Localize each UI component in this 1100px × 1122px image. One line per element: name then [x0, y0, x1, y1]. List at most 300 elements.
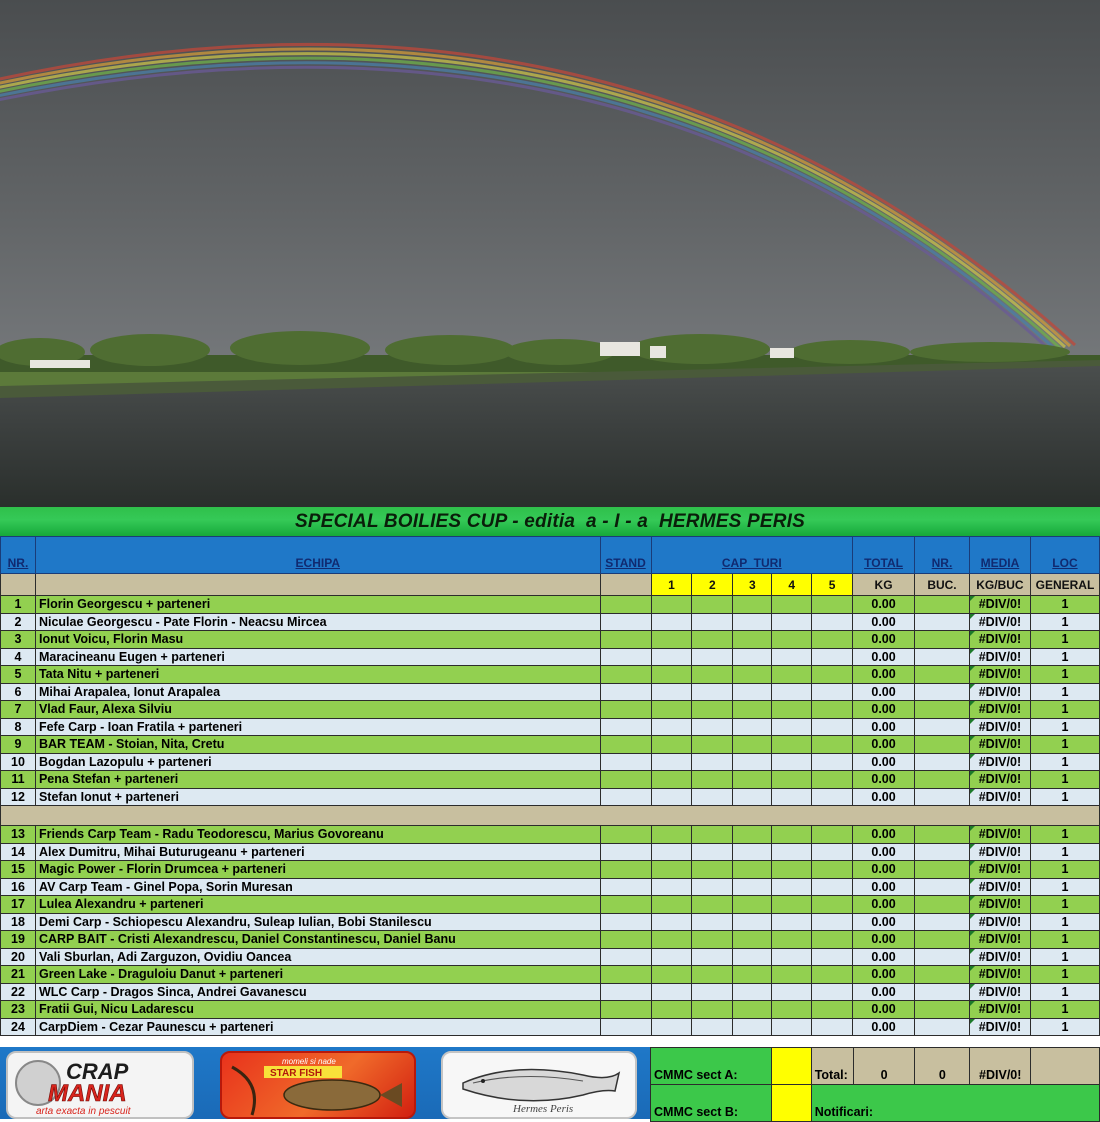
cell-round-3[interactable] [733, 736, 772, 754]
cell-round-5[interactable] [812, 596, 853, 614]
cell-nr-buc[interactable] [915, 1018, 970, 1036]
cell-round-5[interactable] [812, 718, 853, 736]
cell-echipa: Maracineanu Eugen + parteneri [35, 648, 600, 666]
cell-nr: 23 [1, 1001, 36, 1019]
cell-loc: 1 [1030, 701, 1099, 719]
cell-echipa: CarpDiem - Cezar Paunescu + parteneri [35, 1018, 600, 1036]
cell-stand[interactable] [600, 683, 651, 701]
cell-round-5[interactable] [812, 1001, 853, 1019]
cell-round-4[interactable] [772, 948, 812, 966]
table-row[interactable] [1, 913, 1100, 931]
cell-nr-buc[interactable] [915, 683, 970, 701]
col-header-capturi[interactable]: CAP TURI [651, 537, 853, 574]
table-row[interactable] [1, 948, 1100, 966]
cell-nr-buc[interactable] [915, 701, 970, 719]
cell-round-2[interactable] [692, 1018, 733, 1036]
totals-table [650, 1047, 1100, 1122]
cell-stand[interactable] [600, 1018, 651, 1036]
cell-round-3[interactable] [733, 596, 772, 614]
table-row[interactable] [1, 648, 1100, 666]
cell-round-3[interactable] [733, 983, 772, 1001]
cell-round-5[interactable] [812, 843, 853, 861]
cell-round-1[interactable] [651, 736, 692, 754]
cell-loc: 1 [1030, 878, 1099, 896]
cell-round-4[interactable] [772, 843, 812, 861]
cell-total-kg: 0.00 [853, 896, 915, 914]
hermes-peris-logo[interactable] [441, 1051, 637, 1119]
cell-nr-buc[interactable] [915, 753, 970, 771]
cell-media: #DIV/0! [969, 966, 1030, 984]
cell-nr-buc[interactable] [915, 861, 970, 879]
cell-round-1[interactable] [651, 878, 692, 896]
cell-stand[interactable] [600, 736, 651, 754]
cell-total-kg: 0.00 [853, 843, 915, 861]
cell-media: #DIV/0! [969, 861, 1030, 879]
header-photo-banner [0, 0, 1100, 507]
total-kg: 0 [853, 1048, 915, 1085]
cell-round-2[interactable] [692, 931, 733, 949]
cell-nr-buc[interactable] [915, 826, 970, 844]
sponsor-logos [0, 1047, 650, 1119]
cell-nr-buc[interactable] [915, 931, 970, 949]
table-row[interactable] [1, 843, 1100, 861]
cell-round-2[interactable] [692, 753, 733, 771]
star-fish-logo-art [222, 1053, 414, 1117]
cell-stand[interactable] [600, 1001, 651, 1019]
cell-round-3[interactable] [733, 948, 772, 966]
cell-media: #DIV/0! [969, 613, 1030, 631]
cell-round-3[interactable] [733, 771, 772, 789]
cell-round-2[interactable] [692, 596, 733, 614]
cell-round-5[interactable] [812, 648, 853, 666]
cell-round-4[interactable] [772, 896, 812, 914]
cell-round-5[interactable] [812, 1018, 853, 1036]
cell-round-3[interactable] [733, 753, 772, 771]
cell-round-1[interactable] [651, 913, 692, 931]
cell-round-1[interactable] [651, 983, 692, 1001]
cell-round-5[interactable] [812, 913, 853, 931]
cell-nr: 19 [1, 931, 36, 949]
cell-nr: 18 [1, 913, 36, 931]
cell-round-1[interactable] [651, 826, 692, 844]
cell-round-1[interactable] [651, 861, 692, 879]
cell-nr-buc[interactable] [915, 631, 970, 649]
cell-echipa: Pena Stefan + parteneri [35, 771, 600, 789]
table-row[interactable] [1, 861, 1100, 879]
cell-nr-buc[interactable] [915, 948, 970, 966]
table-row[interactable] [1, 931, 1100, 949]
cell-stand[interactable] [600, 983, 651, 1001]
cell-round-5[interactable] [812, 683, 853, 701]
cell-total-kg: 0.00 [853, 931, 915, 949]
cell-round-5[interactable] [812, 631, 853, 649]
cell-total-kg: 0.00 [853, 701, 915, 719]
cell-round-3[interactable] [733, 666, 772, 684]
total-buc: 0 [915, 1048, 970, 1085]
kg-header: KG [853, 574, 915, 596]
cell-round-2[interactable] [692, 736, 733, 754]
cell-round-4[interactable] [772, 631, 812, 649]
cell-loc: 1 [1030, 736, 1099, 754]
cell-round-5[interactable] [812, 613, 853, 631]
cell-media: #DIV/0! [969, 1018, 1030, 1036]
cell-total-kg: 0.00 [853, 736, 915, 754]
cell-round-4[interactable] [772, 753, 812, 771]
cell-round-3[interactable] [733, 718, 772, 736]
col-header-loc[interactable]: LOC [1030, 537, 1099, 574]
cell-round-2[interactable] [692, 843, 733, 861]
cell-stand[interactable] [600, 896, 651, 914]
cell-nr-buc[interactable] [915, 613, 970, 631]
table-row[interactable] [1, 666, 1100, 684]
cell-round-1[interactable] [651, 701, 692, 719]
cell-round-3[interactable] [733, 878, 772, 896]
notificari-label: Notificari: [811, 1085, 1099, 1122]
cell-loc: 1 [1030, 771, 1099, 789]
col-header-total[interactable]: TOTAL [853, 537, 915, 574]
cell-round-5[interactable] [812, 826, 853, 844]
cell-echipa: AV Carp Team - Ginel Popa, Sorin Muresan [35, 878, 600, 896]
svg-text:CRAP: CRAP [66, 1059, 129, 1084]
cell-stand[interactable] [600, 843, 651, 861]
cell-round-1[interactable] [651, 683, 692, 701]
cell-round-2[interactable] [692, 966, 733, 984]
cell-round-3[interactable] [733, 896, 772, 914]
cell-round-2[interactable] [692, 826, 733, 844]
cell-nr: 13 [1, 826, 36, 844]
cell-nr-buc[interactable] [915, 983, 970, 1001]
cell-round-1[interactable] [651, 631, 692, 649]
table-row[interactable] [1, 631, 1100, 649]
cell-round-2[interactable] [692, 648, 733, 666]
cell-stand[interactable] [600, 596, 651, 614]
round-1-header: 1 [651, 574, 692, 596]
table-row[interactable] [1, 701, 1100, 719]
cell-round-1[interactable] [651, 718, 692, 736]
table-row[interactable] [1, 718, 1100, 736]
cell-round-1[interactable] [651, 948, 692, 966]
general-header: GENERAL [1030, 574, 1099, 596]
cell-round-1[interactable] [651, 1018, 692, 1036]
cell-nr: 4 [1, 648, 36, 666]
subheader-row [1, 574, 1100, 596]
cell-nr-buc[interactable] [915, 666, 970, 684]
cell-stand[interactable] [600, 701, 651, 719]
subheader-empty [1, 574, 36, 596]
cell-round-1[interactable] [651, 666, 692, 684]
cell-stand[interactable] [600, 931, 651, 949]
cell-round-5[interactable] [812, 771, 853, 789]
cell-total-kg: 0.00 [853, 983, 915, 1001]
cell-echipa: Alex Dumitru, Mihai Buturugeanu + parteneri [35, 843, 600, 861]
table-row[interactable] [1, 613, 1100, 631]
table-row[interactable] [1, 896, 1100, 914]
cell-round-3[interactable] [733, 613, 772, 631]
table-row[interactable] [1, 596, 1100, 614]
cell-round-4[interactable] [772, 913, 812, 931]
cell-round-2[interactable] [692, 896, 733, 914]
cell-stand[interactable] [600, 666, 651, 684]
cell-echipa: Vali Sburlan, Adi Zarguzon, Ovidiu Oancea [35, 948, 600, 966]
hermes-peris-logo-text: Hermes Peris [513, 1103, 574, 1115]
cell-stand[interactable] [600, 648, 651, 666]
cell-round-4[interactable] [772, 1001, 812, 1019]
cell-total-kg: 0.00 [853, 596, 915, 614]
cell-round-5[interactable] [812, 983, 853, 1001]
cell-nr: 6 [1, 683, 36, 701]
cell-media: #DIV/0! [969, 596, 1030, 614]
table-row[interactable] [1, 1018, 1100, 1036]
cell-round-1[interactable] [651, 788, 692, 806]
group-separator-row [1, 806, 1100, 826]
cell-round-4[interactable] [772, 648, 812, 666]
crap-mania-logo-art [8, 1053, 192, 1117]
cell-nr: 3 [1, 631, 36, 649]
cell-round-3[interactable] [733, 826, 772, 844]
cell-round-2[interactable] [692, 718, 733, 736]
cell-loc: 1 [1030, 666, 1099, 684]
cell-round-4[interactable] [772, 718, 812, 736]
cell-round-3[interactable] [733, 1001, 772, 1019]
cell-round-2[interactable] [692, 683, 733, 701]
cell-total-kg: 0.00 [853, 1018, 915, 1036]
cell-media: #DIV/0! [969, 666, 1030, 684]
cell-round-4[interactable] [772, 966, 812, 984]
cell-stand[interactable] [600, 631, 651, 649]
cell-media: #DIV/0! [969, 913, 1030, 931]
col-header-stand[interactable]: STAND [600, 537, 651, 574]
cell-round-5[interactable] [812, 878, 853, 896]
cell-echipa: CARP BAIT - Cristi Alexandrescu, Daniel Constantinescu, Daniel Banu [35, 931, 600, 949]
cell-nr: 17 [1, 896, 36, 914]
cell-round-4[interactable] [772, 826, 812, 844]
cell-stand[interactable] [600, 718, 651, 736]
cell-media: #DIV/0! [969, 683, 1030, 701]
table-row[interactable] [1, 966, 1100, 984]
cell-nr: 22 [1, 983, 36, 1001]
table-row[interactable] [1, 826, 1100, 844]
cell-round-5[interactable] [812, 701, 853, 719]
table-row[interactable] [1, 1001, 1100, 1019]
cell-nr: 16 [1, 878, 36, 896]
cell-round-4[interactable] [772, 596, 812, 614]
table-row[interactable] [1, 753, 1100, 771]
col-header-media[interactable]: MEDIA [969, 537, 1030, 574]
cell-stand[interactable] [600, 753, 651, 771]
cell-loc: 1 [1030, 683, 1099, 701]
cmmc-a-value[interactable] [771, 1048, 811, 1085]
cell-nr-buc[interactable] [915, 878, 970, 896]
cell-nr-buc[interactable] [915, 913, 970, 931]
cell-stand[interactable] [600, 966, 651, 984]
cell-nr: 12 [1, 788, 36, 806]
col-header-nr[interactable]: NR. [1, 537, 36, 574]
table-row[interactable] [1, 683, 1100, 701]
cell-round-1[interactable] [651, 771, 692, 789]
cell-round-5[interactable] [812, 753, 853, 771]
cell-stand[interactable] [600, 613, 651, 631]
cell-nr: 10 [1, 753, 36, 771]
cell-stand[interactable] [600, 861, 651, 879]
cell-echipa: Niculae Georgescu - Pate Florin - Neacsu Mircea [35, 613, 600, 631]
cell-round-4[interactable] [772, 861, 812, 879]
cell-stand[interactable] [600, 771, 651, 789]
cell-round-5[interactable] [812, 788, 853, 806]
round-5-header: 5 [812, 574, 853, 596]
cell-round-5[interactable] [812, 948, 853, 966]
cell-round-3[interactable] [733, 913, 772, 931]
cell-round-2[interactable] [692, 948, 733, 966]
cell-loc: 1 [1030, 966, 1099, 984]
cell-round-1[interactable] [651, 753, 692, 771]
cell-echipa: Bogdan Lazopulu + parteneri [35, 753, 600, 771]
cell-round-3[interactable] [733, 788, 772, 806]
cell-stand[interactable] [600, 826, 651, 844]
cell-total-kg: 0.00 [853, 771, 915, 789]
cell-total-kg: 0.00 [853, 966, 915, 984]
cell-round-4[interactable] [772, 788, 812, 806]
cell-round-2[interactable] [692, 631, 733, 649]
cell-round-2[interactable] [692, 771, 733, 789]
cell-round-2[interactable] [692, 701, 733, 719]
cell-round-2[interactable] [692, 913, 733, 931]
header-row [1, 537, 1100, 574]
cell-nr-buc[interactable] [915, 736, 970, 754]
subheader-empty [35, 574, 600, 596]
table-row[interactable] [1, 983, 1100, 1001]
cell-round-1[interactable] [651, 896, 692, 914]
totals-empty-cell [1031, 1048, 1100, 1085]
cell-round-3[interactable] [733, 843, 772, 861]
cell-round-2[interactable] [692, 666, 733, 684]
cell-nr-buc[interactable] [915, 648, 970, 666]
cell-nr-buc[interactable] [915, 1001, 970, 1019]
cell-round-5[interactable] [812, 896, 853, 914]
cell-nr-buc[interactable] [915, 596, 970, 614]
cell-round-1[interactable] [651, 613, 692, 631]
table-row[interactable] [1, 878, 1100, 896]
cell-round-2[interactable] [692, 613, 733, 631]
table-row[interactable] [1, 771, 1100, 789]
table-row[interactable] [1, 736, 1100, 754]
cell-echipa: WLC Carp - Dragos Sinca, Andrei Gavanescu [35, 983, 600, 1001]
cell-media: #DIV/0! [969, 788, 1030, 806]
cell-round-3[interactable] [733, 683, 772, 701]
cell-total-kg: 0.00 [853, 826, 915, 844]
totals-row-a [651, 1048, 1100, 1085]
star-fish-logo[interactable] [220, 1051, 416, 1119]
cell-round-1[interactable] [651, 1001, 692, 1019]
cell-echipa: Green Lake - Draguloiu Danut + parteneri [35, 966, 600, 984]
cell-round-4[interactable] [772, 736, 812, 754]
cell-round-3[interactable] [733, 966, 772, 984]
cell-media: #DIV/0! [969, 896, 1030, 914]
cell-round-3[interactable] [733, 701, 772, 719]
crap-mania-logo[interactable] [6, 1051, 194, 1119]
cell-nr-buc[interactable] [915, 718, 970, 736]
cell-loc: 1 [1030, 896, 1099, 914]
cell-total-kg: 0.00 [853, 1001, 915, 1019]
cell-round-1[interactable] [651, 931, 692, 949]
rainbow-lake-photo [0, 0, 1100, 507]
cell-stand[interactable] [600, 878, 651, 896]
cell-round-3[interactable] [733, 861, 772, 879]
hermes-peris-logo-art [443, 1053, 635, 1117]
cell-round-5[interactable] [812, 861, 853, 879]
cell-media: #DIV/0! [969, 736, 1030, 754]
cell-round-2[interactable] [692, 878, 733, 896]
subheader-empty [600, 574, 651, 596]
cell-total-kg: 0.00 [853, 788, 915, 806]
cell-media: #DIV/0! [969, 771, 1030, 789]
cell-loc: 1 [1030, 1018, 1099, 1036]
cell-round-4[interactable] [772, 983, 812, 1001]
cell-round-3[interactable] [733, 631, 772, 649]
cell-loc: 1 [1030, 718, 1099, 736]
cell-round-4[interactable] [772, 613, 812, 631]
cell-round-4[interactable] [772, 701, 812, 719]
cell-round-3[interactable] [733, 1018, 772, 1036]
cell-round-3[interactable] [733, 648, 772, 666]
cell-nr-buc[interactable] [915, 966, 970, 984]
cell-round-5[interactable] [812, 966, 853, 984]
cell-round-4[interactable] [772, 683, 812, 701]
cell-nr-buc[interactable] [915, 771, 970, 789]
cell-total-kg: 0.00 [853, 718, 915, 736]
cell-media: #DIV/0! [969, 948, 1030, 966]
table-row[interactable] [1, 788, 1100, 806]
cell-round-2[interactable] [692, 1001, 733, 1019]
cell-round-4[interactable] [772, 1018, 812, 1036]
cell-nr-buc[interactable] [915, 843, 970, 861]
cell-echipa: BAR TEAM - Stoian, Nita, Cretu [35, 736, 600, 754]
cell-stand[interactable] [600, 913, 651, 931]
cell-round-4[interactable] [772, 878, 812, 896]
group-separator [1, 806, 1100, 826]
col-header-echipa[interactable]: ECHIPA [35, 537, 600, 574]
cell-round-3[interactable] [733, 931, 772, 949]
cell-round-1[interactable] [651, 596, 692, 614]
cell-round-1[interactable] [651, 648, 692, 666]
cell-nr-buc[interactable] [915, 788, 970, 806]
cell-nr-buc[interactable] [915, 896, 970, 914]
total-media: #DIV/0! [970, 1048, 1031, 1085]
cell-nr: 15 [1, 861, 36, 879]
col-header-nr-buc[interactable]: NR. [915, 537, 970, 574]
cell-round-2[interactable] [692, 788, 733, 806]
cell-round-5[interactable] [812, 931, 853, 949]
cell-round-4[interactable] [772, 771, 812, 789]
cell-round-5[interactable] [812, 736, 853, 754]
cell-round-2[interactable] [692, 861, 733, 879]
cell-loc: 1 [1030, 596, 1099, 614]
cell-round-5[interactable] [812, 666, 853, 684]
cell-total-kg: 0.00 [853, 613, 915, 631]
cell-round-4[interactable] [772, 666, 812, 684]
cell-round-1[interactable] [651, 843, 692, 861]
page-title: SPECIAL BOILIES CUP - editia a - I - a HERMES PERIS [295, 510, 805, 532]
cell-round-1[interactable] [651, 966, 692, 984]
cell-round-2[interactable] [692, 983, 733, 1001]
cell-total-kg: 0.00 [853, 861, 915, 879]
cmmc-b-value[interactable] [771, 1085, 811, 1122]
cell-nr: 5 [1, 666, 36, 684]
cell-stand[interactable] [600, 948, 651, 966]
cell-loc: 1 [1030, 1001, 1099, 1019]
cell-stand[interactable] [600, 788, 651, 806]
cell-echipa: Stefan Ionut + parteneri [35, 788, 600, 806]
cell-round-4[interactable] [772, 931, 812, 949]
